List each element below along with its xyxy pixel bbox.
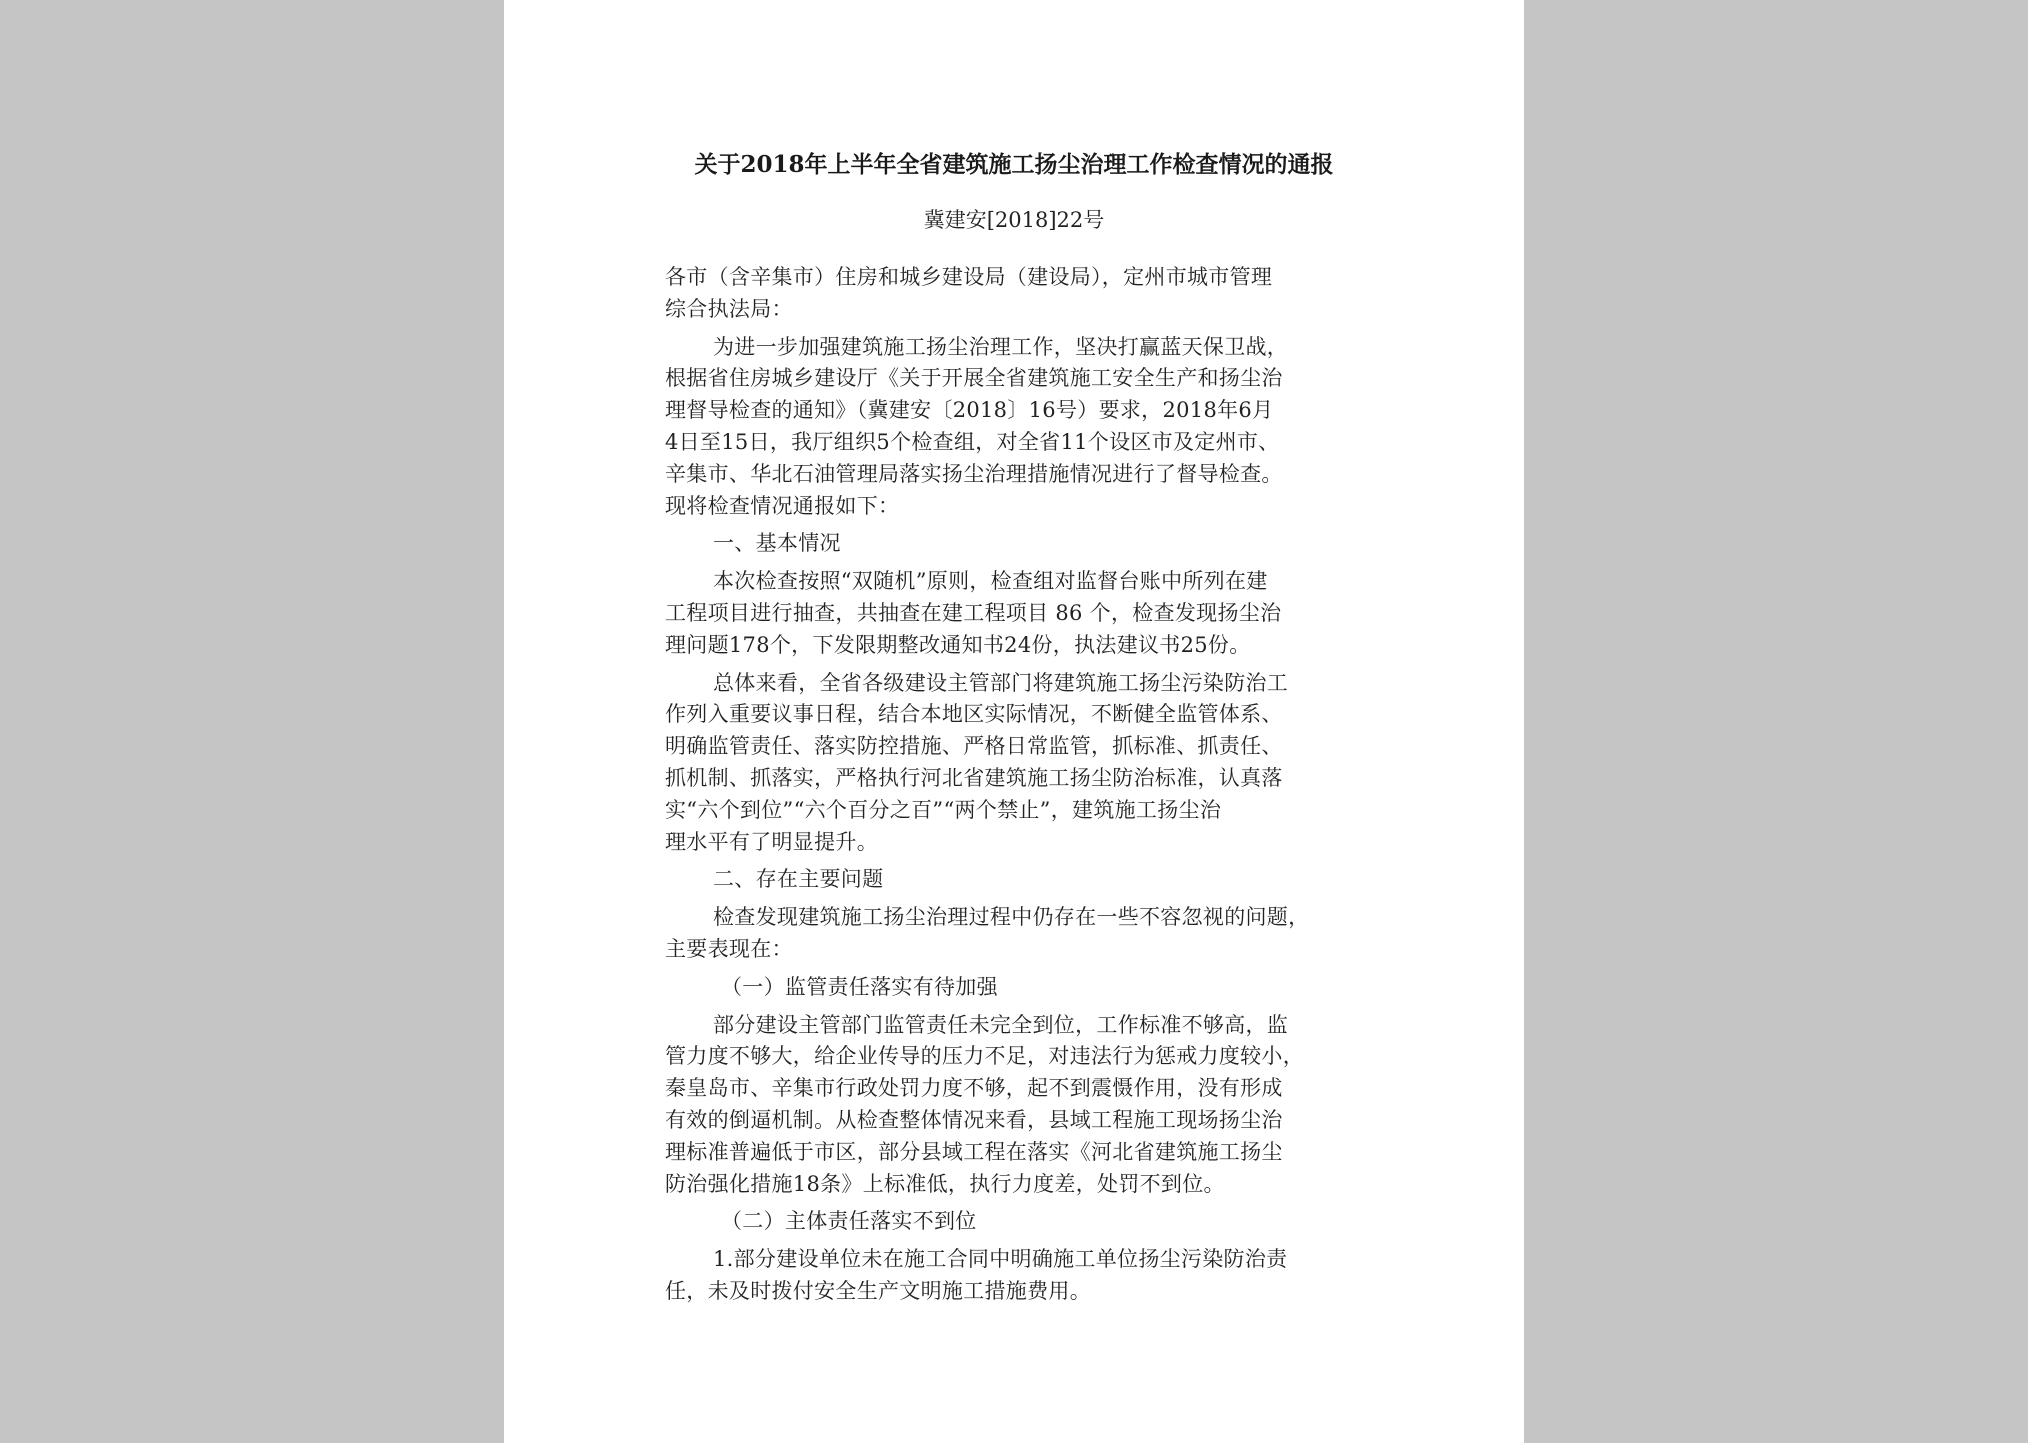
text-line: 有效的倒逼机制。从检查整体情况来看，县域工程施工现场扬尘治 (665, 1107, 1283, 1132)
paragraph (665, 1206, 1387, 1238)
paragraph (665, 566, 1387, 661)
paragraph (665, 668, 1387, 859)
text-line: 为进一步加强建筑施工扬尘治理工作，坚决打赢蓝天保卫战， (713, 334, 1289, 359)
paragraph (665, 1010, 1387, 1201)
text-line: 实“六个到位”“六个百分之百”“两个禁止”，建筑施工扬尘治 (665, 797, 1222, 822)
text-line: 部分建设主管部门监管责任未完全到位，工作标准不够高，监 (713, 1012, 1289, 1037)
document-number: 冀建安[2018]22号 (923, 208, 1105, 232)
text-line: 1.部分建设单位未在施工合同中明确施工单位扬尘污染防治责 (713, 1247, 1288, 1272)
text-line: （二）主体责任落实不到位 (721, 1209, 977, 1234)
text-line: 明确监管责任、落实防控措施、严格日常监管，抓标准、抓责任、 (665, 734, 1283, 759)
text-line: 任，未及时拨付安全生产文明施工措施费用。 (665, 1278, 1091, 1303)
text-line: 理问题178个，下发限期整改通知书24份，执法建议书25份。 (665, 632, 1251, 657)
text-line: 综合执法局： (665, 296, 793, 321)
text-line: 辛集市、华北石油管理局落实扬尘治理措施情况进行了督导检查。 (665, 461, 1283, 486)
document-body (665, 262, 1387, 1314)
text-line: 检查发现建筑施工扬尘治理过程中仍存在一些不容忽视的问题， (713, 905, 1310, 930)
paragraph (665, 332, 1387, 523)
text-line: 秦皇岛市、辛集市行政处罚力度不够，起不到震慑作用，没有形成 (665, 1076, 1283, 1101)
text-line: 4日至15日，我厅组织5个检查组，对全省11个设区市及定州市、 (665, 429, 1280, 454)
text-line: 主要表现在： (665, 936, 793, 961)
text-line: 防治强化措施18条》上标准低，执行力度差，处罚不到位。 (665, 1171, 1225, 1196)
text-line: 二、存在主要问题 (713, 867, 884, 892)
text-line: 作列入重要议事日程，结合本地区实际情况，不断健全监管体系、 (665, 702, 1283, 727)
text-line: 管力度不够大，给企业传导的压力不足，对违法行为惩戒力度较小， (665, 1044, 1304, 1069)
text-line: 各市（含辛集市）住房和城乡建设局（建设局），定州市城市管理 (665, 265, 1273, 289)
document-title: 关于2018年上半年全省建筑施工扬尘治理工作检查情况的通报 (694, 151, 1334, 178)
paragraph (665, 902, 1387, 966)
paragraph (665, 972, 1387, 1004)
text-line: （一）监管责任落实有待加强 (721, 974, 998, 999)
paragraph (665, 262, 1387, 326)
text-line: 总体来看，全省各级建设主管部门将建筑施工扬尘污染防治工 (713, 670, 1289, 695)
paragraph (665, 864, 1387, 896)
text-line: 理标准普遍低于市区，部分县域工程在落实《河北省建筑施工扬尘 (665, 1139, 1283, 1164)
text-line: 现将检查情况通报如下： (665, 493, 900, 518)
text-line: 理督导检查的通知》（冀建安〔2018〕16号）要求，2018年6月 (665, 398, 1274, 423)
text-line: 工程项目进行抽查，共抽查在建工程项目 86 个，检查发现扬尘治 (665, 600, 1282, 625)
text-line: 本次检查按照“双随机”原则，检查组对监督台账中所列在建 (713, 569, 1268, 594)
text-line: 理水平有了明显提升。 (665, 829, 878, 854)
text-line: 抓机制、抓落实，严格执行河北省建筑施工扬尘防治标准，认真落 (665, 765, 1283, 790)
paragraph (665, 1244, 1387, 1308)
text-line: 根据省住房城乡建设厅《关于开展全省建筑施工安全生产和扬尘治 (665, 366, 1283, 391)
document-page (504, 0, 1524, 1443)
paragraph (665, 528, 1387, 560)
text-line: 一、基本情况 (713, 531, 841, 556)
